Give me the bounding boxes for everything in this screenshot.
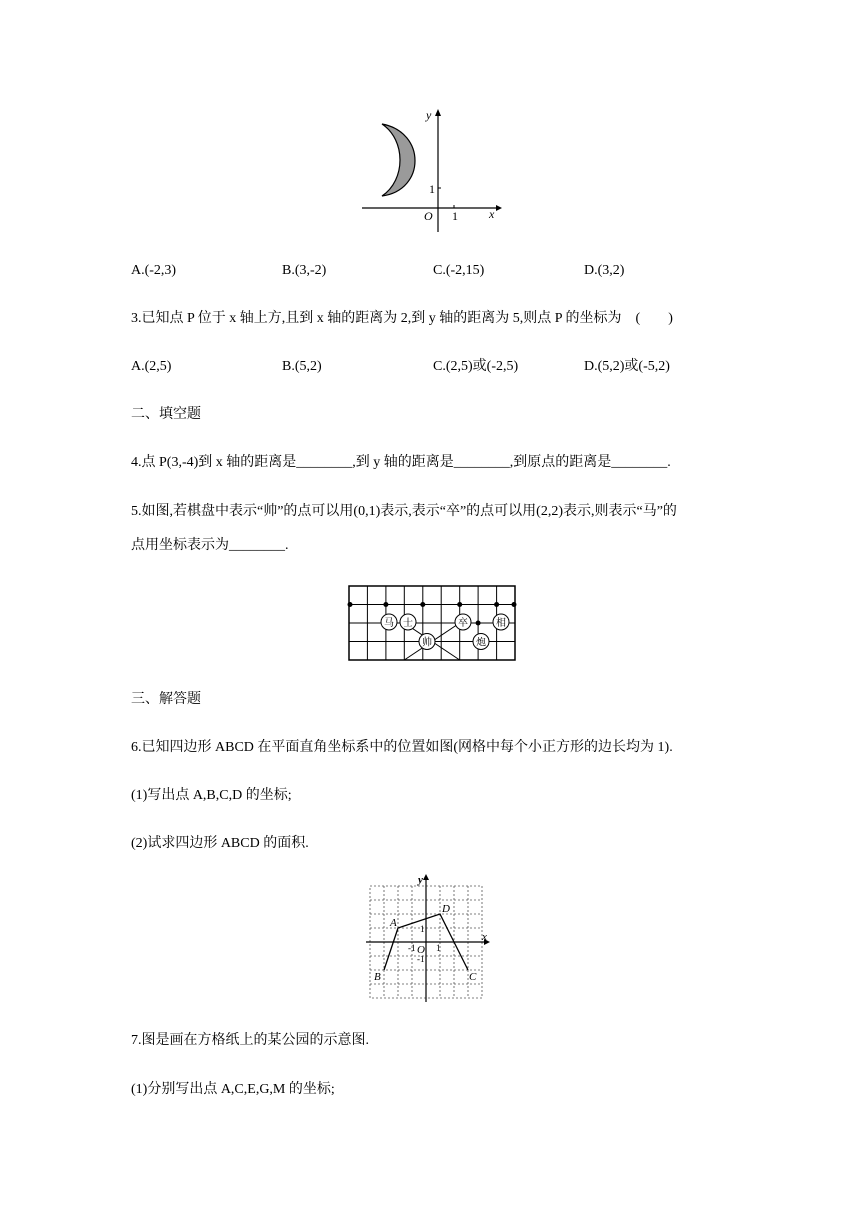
- x-axis-arrow: [496, 205, 502, 211]
- piece-zu: [455, 614, 471, 630]
- chessboard-figure: [347, 584, 517, 664]
- point-b-label: B: [374, 971, 381, 983]
- point-c-label: C: [469, 971, 477, 983]
- svg-text:炮: 炮: [476, 637, 486, 649]
- crescent-figure: [356, 104, 506, 234]
- origin-label: O: [417, 944, 425, 956]
- svg-text:卒: 卒: [458, 618, 468, 629]
- q7-stem: 7.图是画在方格纸上的某公园的示意图.: [131, 1033, 369, 1048]
- q2-option-a: A.(-2,3): [131, 263, 177, 278]
- q3-stem: 3.已知点 P 位于 x 轴上方,且到 x 轴的距离为 2,到 y 轴的距离为 5,则点 P 的坐标为 ( ): [131, 311, 673, 326]
- svg-text:相: 相: [496, 618, 506, 629]
- q5-line1: 5.如图,若棋盘中表示“帅”的点可以用(0,1)表示,表示“卒”的点可以用(2,2)表示,则表示“马”的: [131, 504, 677, 519]
- q6-part1: (1)写出点 A,B,C,D 的坐标;: [131, 788, 292, 803]
- y-axis-label: y: [418, 874, 423, 886]
- q3-option-b: B.(5,2): [282, 359, 322, 374]
- origin-label: O: [424, 209, 433, 223]
- piece-shuai: [419, 634, 435, 650]
- q6-part2: (2)试求四边形 ABCD 的面积.: [131, 836, 309, 851]
- q4-text: 4.点 P(3,-4)到 x 轴的距离是________,到 y 轴的距离是________,到原点的距离是________.: [131, 455, 671, 470]
- q2-option-c: C.(-2,15): [433, 263, 485, 278]
- q7-part1: (1)分别写出点 A,C,E,G,M 的坐标;: [131, 1082, 335, 1097]
- crescent-shape: [382, 124, 415, 196]
- quadrilateral-figure: [364, 872, 494, 1004]
- q5-line2: 点用坐标表示为________.: [131, 538, 289, 553]
- x-axis-label: x: [489, 207, 495, 221]
- tick-label-y-neg1: -1: [417, 954, 425, 964]
- y-axis-label: y: [426, 108, 432, 122]
- svg-text:帅: 帅: [422, 637, 432, 649]
- point-a-label: A: [390, 917, 397, 929]
- q3-option-c: C.(2,5)或(-2,5): [433, 359, 519, 374]
- q3-option-d: D.(5,2)或(-5,2): [584, 359, 670, 374]
- q2-option-d: D.(3,2): [584, 263, 625, 278]
- board-grid: [349, 586, 515, 660]
- q3-option-a: A.(2,5): [131, 359, 172, 374]
- piece-ma: [381, 614, 397, 630]
- x-tick-label: 1: [452, 209, 458, 223]
- tick-label-y1: 1: [420, 924, 425, 934]
- y-axis-arrow: [423, 874, 429, 880]
- x-axis-label: x: [482, 931, 487, 943]
- svg-text:士: 士: [403, 618, 413, 629]
- tick-label-x1: 1: [436, 943, 441, 953]
- section-answer-heading: 三、解答题: [131, 692, 201, 707]
- section-fill-blank-heading: 二、填空题: [131, 407, 201, 422]
- piece-pao: [473, 634, 489, 650]
- q2-option-b: B.(3,-2): [282, 263, 327, 278]
- board-dots: [348, 602, 517, 626]
- point-d-label: D: [442, 903, 450, 915]
- piece-shi: [400, 614, 416, 630]
- q6-stem: 6.已知四边形 ABCD 在平面直角坐标系中的位置如图(网格中每个小正方形的边长均为 1).: [131, 740, 673, 755]
- piece-xiang: [493, 614, 509, 630]
- svg-text:马: 马: [384, 618, 394, 629]
- y-axis-arrow: [435, 109, 441, 116]
- tick-label-x-neg1: -1: [408, 943, 416, 953]
- y-tick-label: 1: [429, 182, 435, 196]
